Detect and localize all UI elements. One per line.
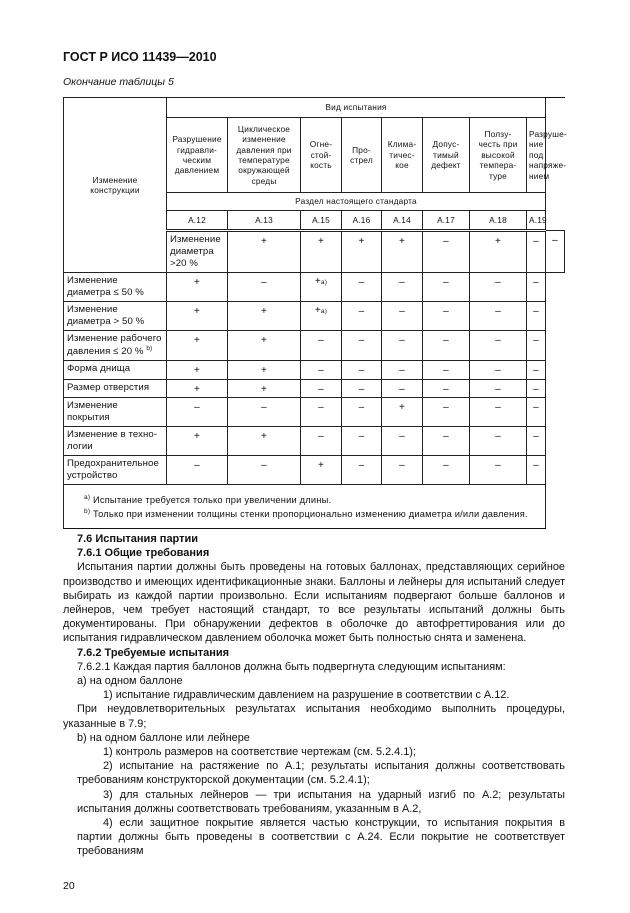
table-cell: + [470,231,527,273]
paragraph: Испытания партии должны быть проведены на готовых баллонах, представляющих серийное производство и имеющих идентификационные знаки. Баллоны и лейнеры для испытаний следует выбирать из каждой партии произвольно. Если испытаниям подвергают больше баллонов и лейнеров, чем требует настоящий стандарт, то все результаты испытаний должны быть документированы. При обнаружении дефектов в оболочке до автофреттирования или до испытания гидравлическом давлением оболочка может быть полностью снята и заменена. [63,561,565,645]
table-cell: + [228,231,301,273]
paragraph: При неудовлетворительных результатах испытания необходимо выполнить процедуры, указанные в 7.9; [63,703,565,730]
table-cell: – [527,231,546,273]
row-label: Изменение диаметра >20 % [167,231,228,273]
row-label: Форма днища [64,361,167,380]
table-cell: – [527,455,546,484]
table-row [64,361,565,380]
table-cell: – [382,361,423,380]
body-text [63,532,565,859]
table-cell: – [167,455,228,484]
table-cell [301,301,342,330]
table-cell: + [382,398,423,427]
table-cell: + [167,361,228,380]
table-cell: – [382,272,423,301]
table-cell: – [527,272,546,301]
group-header: Вид испытания [167,98,546,118]
section-code: А.19 [527,211,546,231]
column-header: Циклическое изменение давления при температуре окружающей среды [228,118,301,193]
column-header: Огне- стой- кость [301,118,342,193]
table-cell: – [167,398,228,427]
table-cell: – [423,455,470,484]
table-cell: – [382,330,423,360]
column-header: Про- стрел [342,118,382,193]
table-cell: + [167,427,228,456]
table-row [64,455,565,484]
table-cell: + [167,301,228,330]
table-cell: – [228,398,301,427]
table-cell: – [382,455,423,484]
table-row [64,301,565,330]
table-cell: – [301,398,342,427]
table-cell: – [301,330,342,360]
table-cell: – [342,379,382,398]
section-header: Раздел настоящего стандарта [167,193,546,211]
document-header: ГОСТ Р ИСО 11439—2010 [63,50,217,64]
table-cell: – [470,361,527,380]
table-cell: – [342,301,382,330]
section-code: А.13 [228,211,301,231]
design-change-tests-table [63,97,565,529]
row-label: Изменение диаметра ≤ 50 % [64,272,167,301]
table-cell: – [423,301,470,330]
table-cell: – [470,398,527,427]
table-cell-value-with-footnote: +a) [314,275,328,287]
footnote-ref: b) [146,344,153,352]
table-cell: – [228,455,301,484]
list-item: 1) контроль размеров на соответствие чертежам (см. 5.2.4.1); [103,746,416,759]
table-cell: – [342,330,382,360]
table-cell: – [228,272,301,301]
table-cell: – [423,361,470,380]
table-cell: – [527,330,546,360]
table-cell: – [470,379,527,398]
row-label: Изменение в техно-логии [64,427,167,456]
table-cell: – [342,455,382,484]
table-cell-value-with-footnote: +a) [314,304,328,316]
table-cell: – [470,427,527,456]
table-cell: – [342,427,382,456]
table-cell: + [301,455,342,484]
column-header: Разруше- ние под напряже- нием [527,118,546,193]
table-cell: – [382,427,423,456]
table-row [64,398,565,427]
table-cell: – [423,398,470,427]
table-cell: – [470,455,527,484]
section-code: А.15 [301,211,342,231]
footnote [84,507,537,522]
table-row [64,330,565,360]
footnote-mark: a) [84,493,91,501]
list-item: а) на одном баллоне [77,675,183,688]
table-caption: Окончание таблицы 5 [63,76,174,88]
table-cell: + [228,361,301,380]
table-cell: + [342,231,382,273]
table-cell: + [228,330,301,360]
table-cell: – [527,379,546,398]
table-cell: + [167,330,228,360]
row-label: Изменение диаметра > 50 % [64,301,167,330]
table-cell: – [301,427,342,456]
section-code: А.17 [423,211,470,231]
row-label: Предохранительное устройство [64,455,167,484]
table-cell: – [301,361,342,380]
paragraph: 7.6.2.1 Каждая партия баллонов должна быть подвергнута следующим испытаниям: [77,660,506,673]
table-cell: – [342,398,382,427]
table-cell: – [382,379,423,398]
table-cell [301,272,342,301]
table-cell: – [423,379,470,398]
table-cell: + [301,231,342,273]
table-cell: + [382,231,423,273]
list-item: 3) для стальных лейнеров — три испытания на ударный изгиб по А.2; результаты испытания должны соответствовать требованиям, указанным в А.2, [77,788,565,815]
table-cell: – [423,272,470,301]
list-item: 2) испытание на растяжение по А.1; результаты испытания должны соответствовать требованиям конструкторской документации (см. 5.2.4.1); [77,760,565,787]
table-cell: – [301,379,342,398]
column-header: Клима- тичес- кое [382,118,423,193]
heading-7-6: 7.6 Испытания партии [77,533,199,545]
table-cell: – [423,330,470,360]
column-header: Разрушение гидравли- ческим давлением [167,118,228,193]
table-cell: + [167,272,228,301]
section-code: А.12 [167,211,228,231]
table-cell: – [342,361,382,380]
row-header-cell: Изменение конструкции [64,98,167,273]
footnote-text: Только при изменении толщины стенки пропорционально изменению диаметра и/или давления. [90,509,528,520]
table-footnotes [64,484,546,528]
table-row [64,379,565,398]
heading-7-6-1: 7.6.1 Общие требования [77,547,210,560]
table-cell: + [228,379,301,398]
list-item: 1) испытание гидравлическим давлением на разрушение в соответствии с А.12. [103,689,510,702]
footnote-text: Испытание требуется только при увеличении длины. [90,495,332,506]
table-cell: – [527,301,546,330]
table-cell: – [527,398,546,427]
table-cell: – [527,361,546,380]
section-code: А.18 [470,211,527,231]
page-number: 20 [63,880,75,892]
row-label: Изменение рабочего давления ≤ 20 % $^{b)}$ [64,330,167,360]
table-cell: – [423,231,470,273]
table-cell: – [423,427,470,456]
table-cell: – [470,272,527,301]
table-cell: – [342,272,382,301]
footnote [84,493,537,508]
heading-7-6-2: 7.6.2 Требуемые испытания [77,646,230,659]
row-label: Размер отверстия [64,379,167,398]
list-item: b) на одном баллоне или лейнере [77,731,250,744]
footnote-mark: b) [84,508,91,516]
table-cell: + [167,379,228,398]
table-cell: – [527,427,546,456]
section-code: А.14 [382,211,423,231]
list-item: 4) если защитное покрытие является частью конструкции, то испытания покрытия в партии должны быть проведены в соответствии с А.24. Если покрытие не соответствует требованиям [77,817,565,858]
table-cell: – [546,231,565,273]
table-cell: + [228,301,301,330]
table-cell: – [470,330,527,360]
table-row [64,427,565,456]
table-cell: – [470,301,527,330]
column-header: Ползу- честь при высокой темпера- туре [470,118,527,193]
row-label: Изменение покрытия [64,398,167,427]
table-cell: + [228,427,301,456]
column-header: Допус- тимый дефект [423,118,470,193]
table-cell: – [382,301,423,330]
section-code: А.16 [342,211,382,231]
table-row [64,272,565,301]
